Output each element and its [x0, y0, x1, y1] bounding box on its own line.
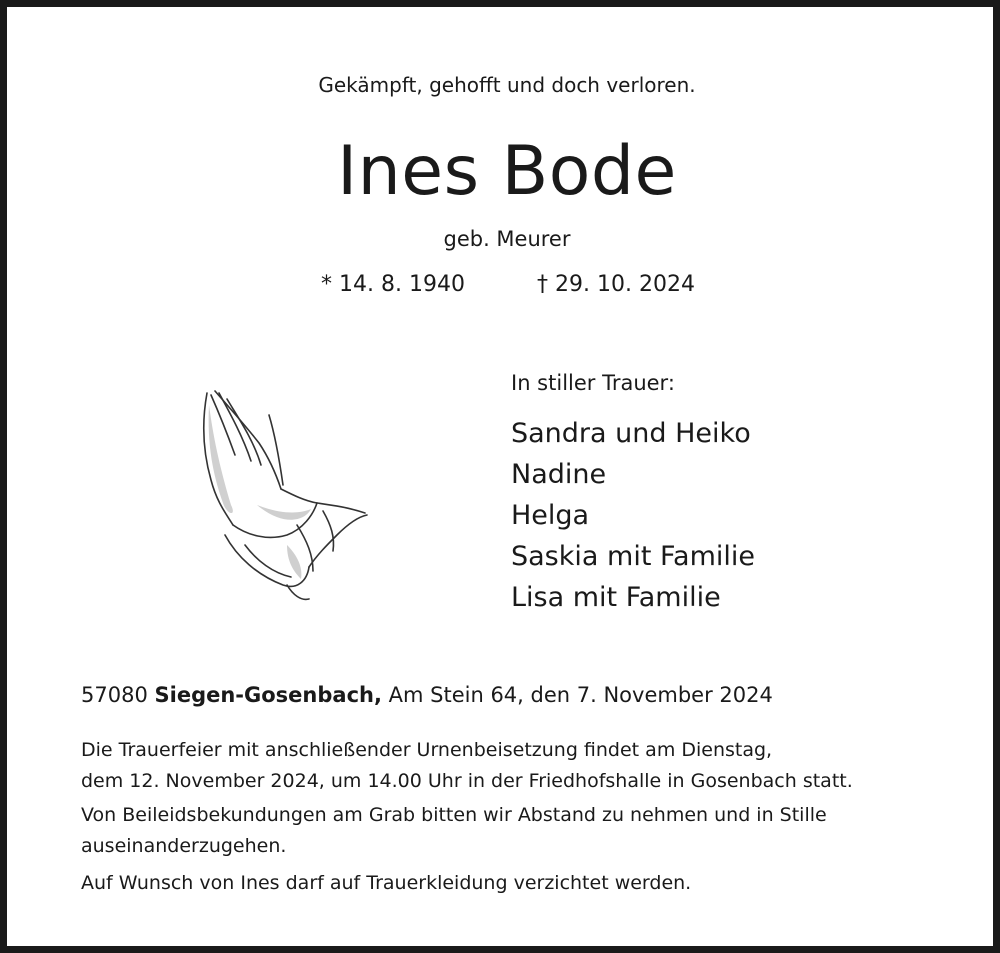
- maiden-name: geb. Meurer: [443, 227, 571, 251]
- list-item: Lisa mit Familie: [511, 582, 721, 613]
- condolence-note-line: auseinanderzugehen.: [81, 835, 287, 857]
- death-date: † 29. 10. 2024: [537, 272, 695, 297]
- motto: Gekämpft, gehofft und doch verloren.: [318, 73, 696, 97]
- funeral-info: [81, 735, 931, 797]
- mourners-list: [511, 413, 755, 618]
- funeral-info-line: dem 12. November 2024, um 14.00 Uhr in der Friedhofshalle in Gosenbach statt.: [81, 770, 853, 792]
- deceased-name: Ines Bode: [337, 132, 677, 211]
- list-item: Helga: [511, 500, 590, 531]
- list-item: Sandra und Heiko: [511, 418, 751, 449]
- address-line: [81, 683, 773, 707]
- list-item: Saskia mit Familie: [511, 541, 756, 572]
- praying-hands-icon: [197, 385, 387, 605]
- dress-note: Auf Wunsch von Ines darf auf Trauerkleidung verzichtet werden.: [81, 872, 692, 894]
- birth-date: * 14. 8. 1940: [321, 272, 465, 297]
- place-name: Siegen-Gosenbach,: [154, 683, 382, 707]
- funeral-info-line: Die Trauerfeier mit anschließender Urnenbeisetzung findet am Dienstag,: [81, 739, 773, 761]
- address-rest: Am Stein 64, den 7. November 2024: [388, 683, 773, 707]
- list-item: Nadine: [511, 459, 607, 490]
- mourners-label: In stiller Trauer:: [511, 371, 675, 395]
- postcode: 57080: [81, 683, 148, 707]
- condolence-note: [81, 800, 931, 862]
- condolence-note-line: Von Beileidsbekundungen am Grab bitten wir Abstand zu nehmen und in Stille: [81, 804, 827, 826]
